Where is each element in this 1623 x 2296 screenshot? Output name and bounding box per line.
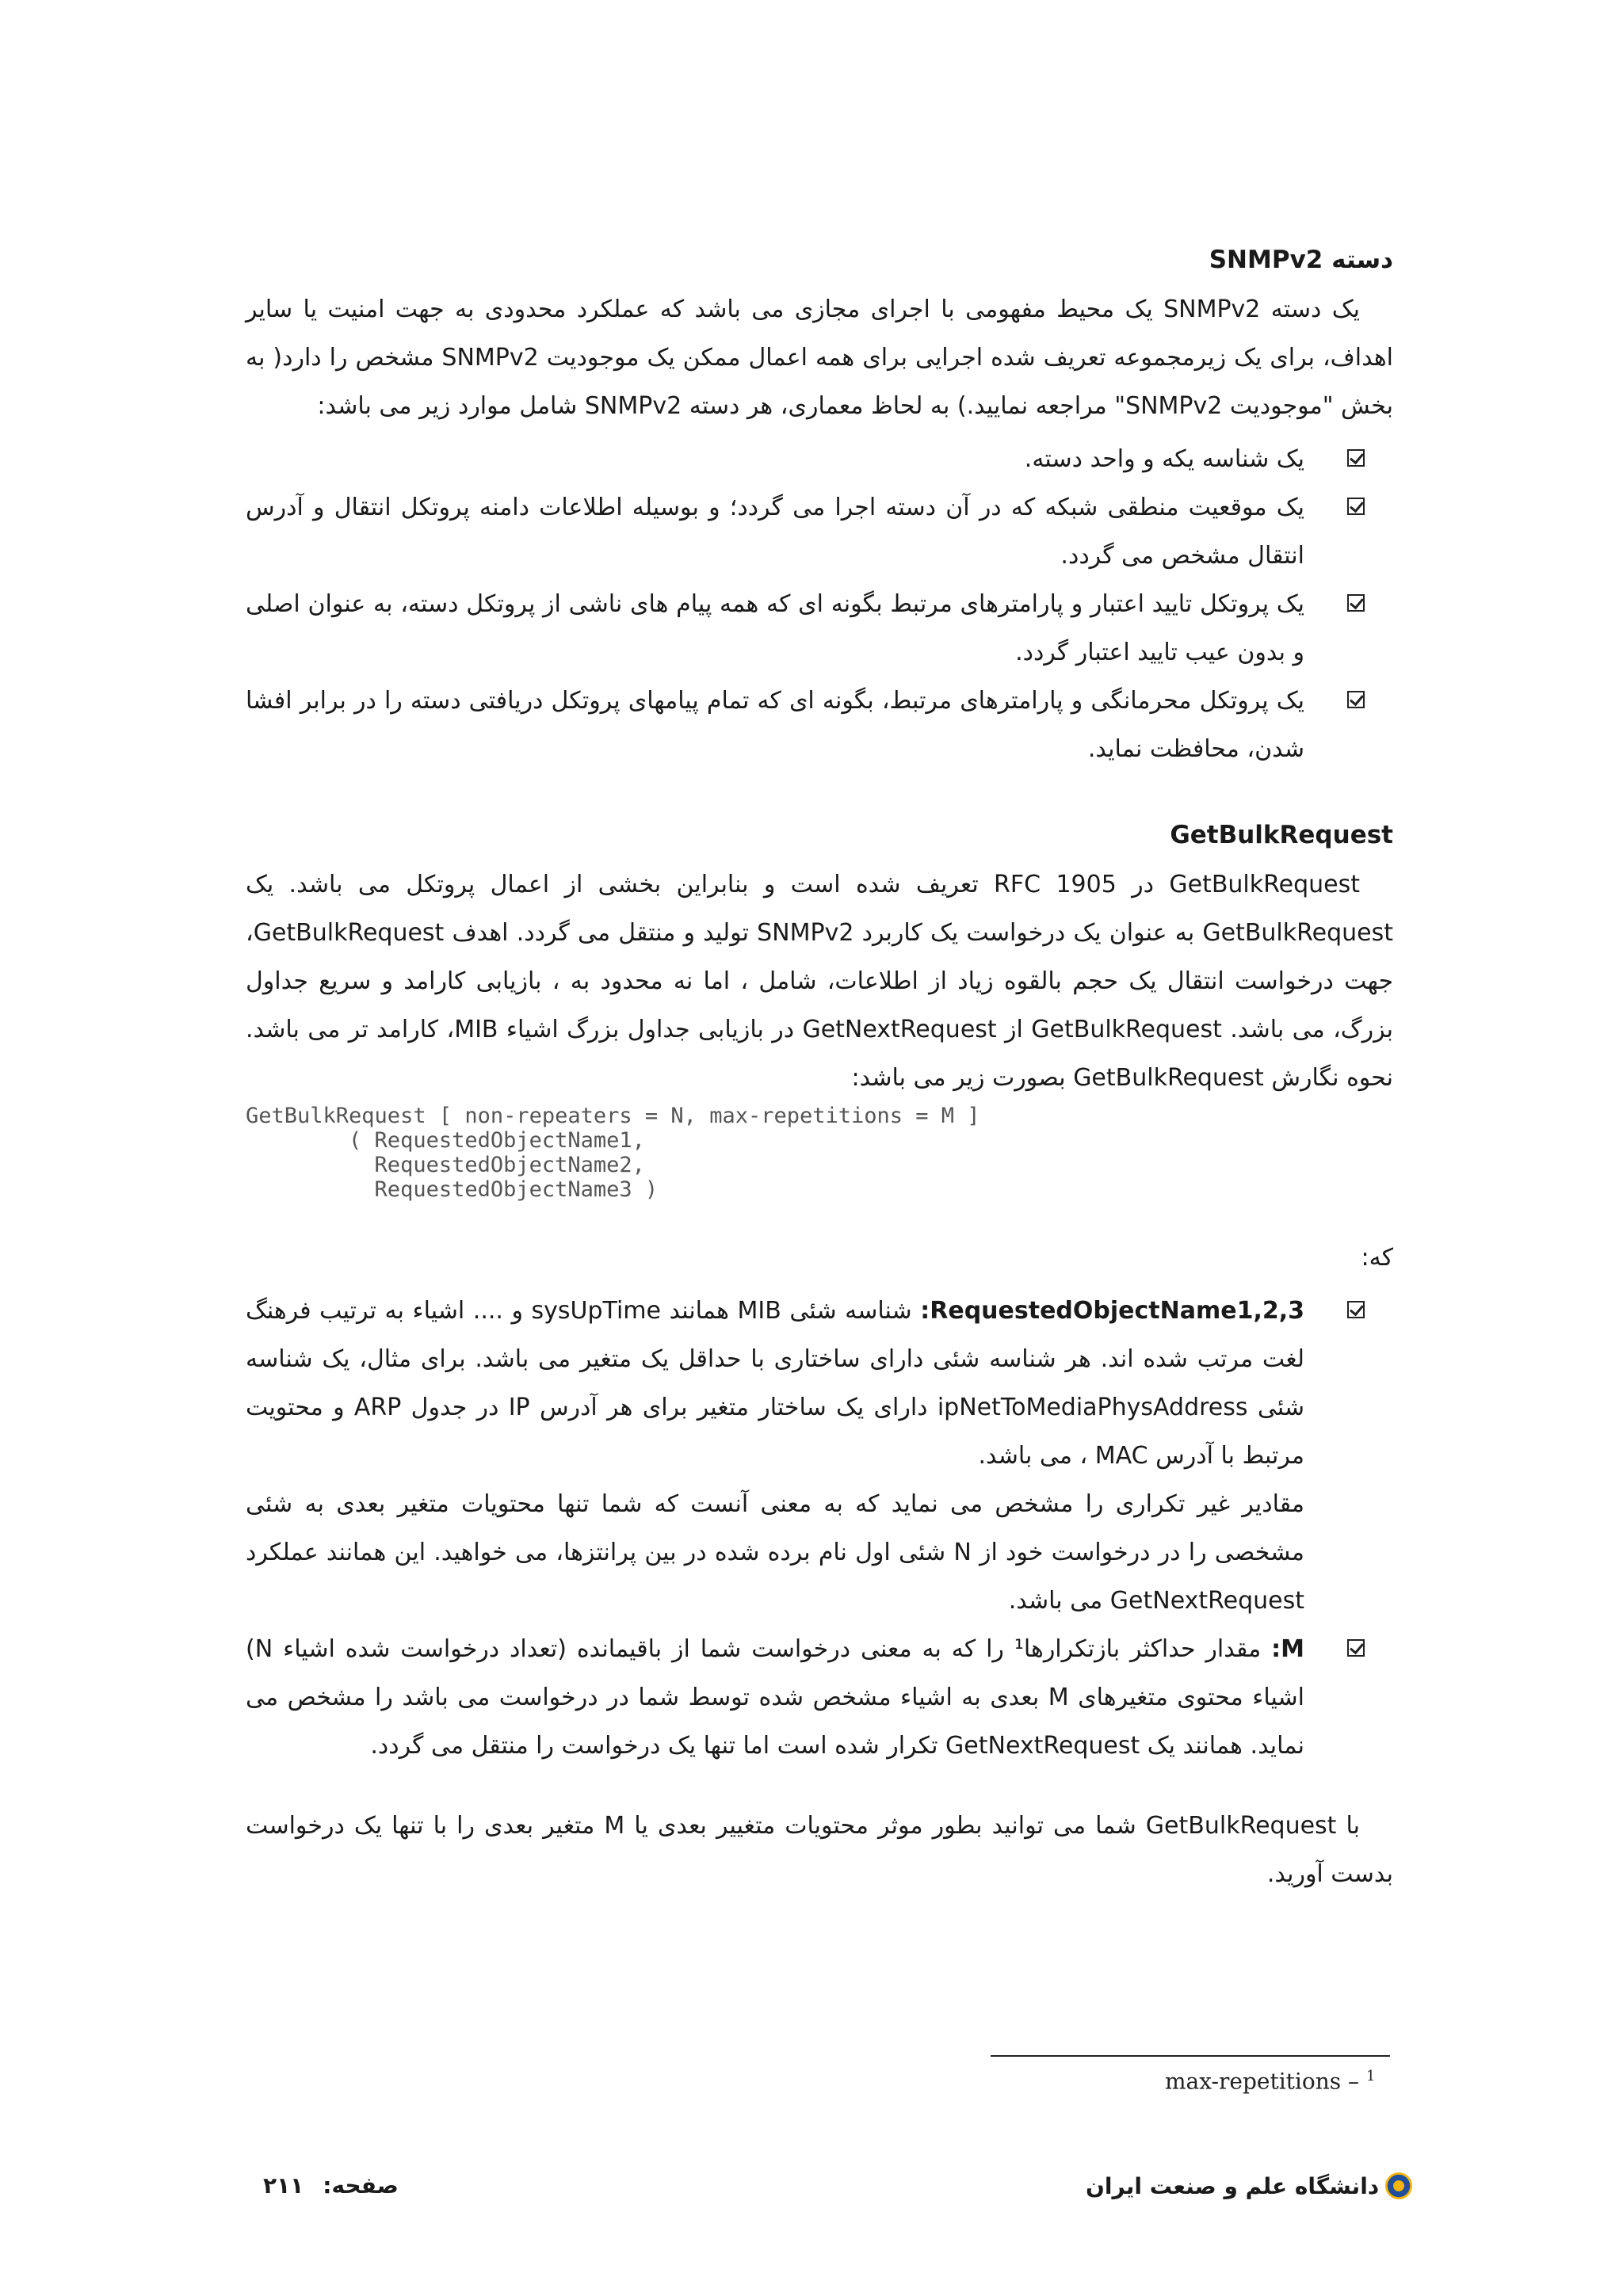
- checkbox-icon: [1347, 498, 1365, 515]
- footnote-divider: [991, 2055, 1390, 2057]
- university-name: دانشگاه علم و صنعت ایران: [1086, 2172, 1380, 2199]
- footnote-text: max-repetitions –: [1165, 2068, 1366, 2095]
- list-item-text: یک پروتکل تایید اعتبار و پارامترهای مرتبط بگونه ای که همه پیام های ناشی از پروتکل دسته، به عنوان اصلی و بدون عیب تایید اعتبار گردد.: [246, 590, 1304, 666]
- getbulk-paragraph: GetBulkRequest در RFC 1905 تعریف شده است و بنابراین بخشی از اعمال پروتکل می باشد. یک GetBulkRequest به عنوان یک درخواست یک کاربرد SNMPv2 تولید و منتقل می گردد. اهدف GetBulkRequest، جهت درخواست انتقال یک حجم بالقوه زیاد از اطلاعات، شامل ، اما نه محدود به ، بازیابی کارامد و سریع جداول بزرگ، می باشد. GetBulkRequest از GetNextRequest در بازیابی جداول بزرگ اشیاء MIB، کارامد تر می باشد. نحوه نگارش GetBulkRequest بصورت زیر می باشد:: [246, 871, 1393, 1092]
- definition-term: M:: [1271, 1635, 1305, 1663]
- getbulk-definitions: [246, 1287, 1393, 1770]
- list-item-text: یک شناسه یکه و واحد دسته.: [1024, 445, 1304, 473]
- getbulk-syntax-code: GetBulkRequest [ non-repeaters = N, max-repetitions = M ] ( RequestedObjectName1, RequestedObjectName2, RequestedObjectName3 ): [246, 1104, 980, 1202]
- page-body: [246, 246, 1393, 1898]
- list-item-text: یک موقعیت منطقی شبکه که در آن دسته اجرا می گردد؛ و بوسیله اطلاعات دامنه پروتکل انتقال و آدرس انتقال مشخص می گردد.: [246, 494, 1304, 570]
- footnote: [1165, 2068, 1375, 2094]
- section-title-snmpv2-context: دسته SNMPv2: [1209, 246, 1393, 274]
- where-label: که:: [1361, 1244, 1393, 1272]
- footnote-mark: 1: [1365, 2068, 1376, 2084]
- snmpv2-context-list: [246, 435, 1393, 773]
- snmpv2-context-intro: یک دسته SNMPv2 یک محیط مفهومی با اجرای مجازی می باشد که عملکرد محدودی به جهت امنیت یا سایر اهداف، برای یک زیرمجموعه تعریف شده اجرایی برای همه اعمال ممکن یک موجودیت SNMPv2 مشخص را دارد( به بخش "موجودیت SNMPv2" مراجعه نمایید.) به لحاظ معماری، هر دسته SNMPv2 شامل موارد زیر می باشد:: [246, 296, 1393, 420]
- list-item-text: یک پروتکل محرمانگی و پارامترهای مرتبط، بگونه ای که تمام پیامهای پروتکل دریافتی دسته را در برابر افشا شدن، محافظت نماید.: [246, 687, 1304, 763]
- definition-item: [246, 1625, 1393, 1770]
- list-item: [246, 483, 1393, 580]
- university-logo-icon: [1385, 2172, 1412, 2199]
- list-item: [246, 435, 1393, 483]
- checkbox-icon: [1347, 691, 1365, 708]
- checkbox-icon: [1347, 594, 1365, 612]
- list-item: [246, 580, 1393, 677]
- definition-term: RequestedObjectName1,2,3:: [920, 1297, 1304, 1325]
- page-label: صفحه:: [323, 2172, 399, 2199]
- page-number: ۲۱۱: [263, 2172, 304, 2199]
- checkbox-icon: [1347, 449, 1365, 467]
- checkbox-icon: [1347, 1301, 1365, 1318]
- spacer: [246, 1770, 1393, 1802]
- definition-text: مقدار حداکثر بازتکرارها¹ را که به معنی درخواست شما از باقیمانده (تعداد درخواست شده اشیاء N) اشیاء محتوی متغیرهای M بعدی به اشیاء مشخص شده توسط شما در درخواست می باشد را مشخص می نماید. همانند یک GetNextRequest تکرار شده است اما تنها یک درخواست را منتقل می گردد.: [246, 1635, 1304, 1760]
- list-item: [246, 677, 1393, 773]
- section-title-getbulk: GetBulkRequest: [1170, 821, 1393, 849]
- definition-text: شناسه شئی MIB همانند sysUpTime و .... اشیاء به ترتیب فرهنگ لغت مرتب شده اند. هر شناسه شئی دارای ساختاری با حداقل یک متغیر می باشد. برای مثال، یک شناسه شئی ipNetToMediaPhysAddress دارای یک ساختار متغیر برای هر آدرس IP در جدول ARP و محتویت مرتبط با آدرس MAC ، می باشد.: [246, 1297, 1305, 1470]
- footer-university: [1086, 2172, 1412, 2199]
- definition-extra: مقادیر غیر تکراری را مشخص می نماید که به معنی آنست که شما تنها محتویات متغیر بعدی به شئی مشخصی را در درخواست خود از N شئی اول نام برده شده در بین پرانتزها، می خواهید. این همانند عملکرد GetNextRequest می باشد.: [246, 1490, 1305, 1615]
- spacer: [246, 773, 1393, 821]
- definition-item: [246, 1287, 1393, 1625]
- getbulk-closing: با GetBulkRequest شما می توانید بطور موثر محتویات متغییر بعدی یا M متغیر بعدی را با تنها یک درخواست بدست آورید.: [246, 1812, 1393, 1888]
- footer-page-number: [244, 2172, 399, 2199]
- checkbox-icon: [1347, 1639, 1365, 1657]
